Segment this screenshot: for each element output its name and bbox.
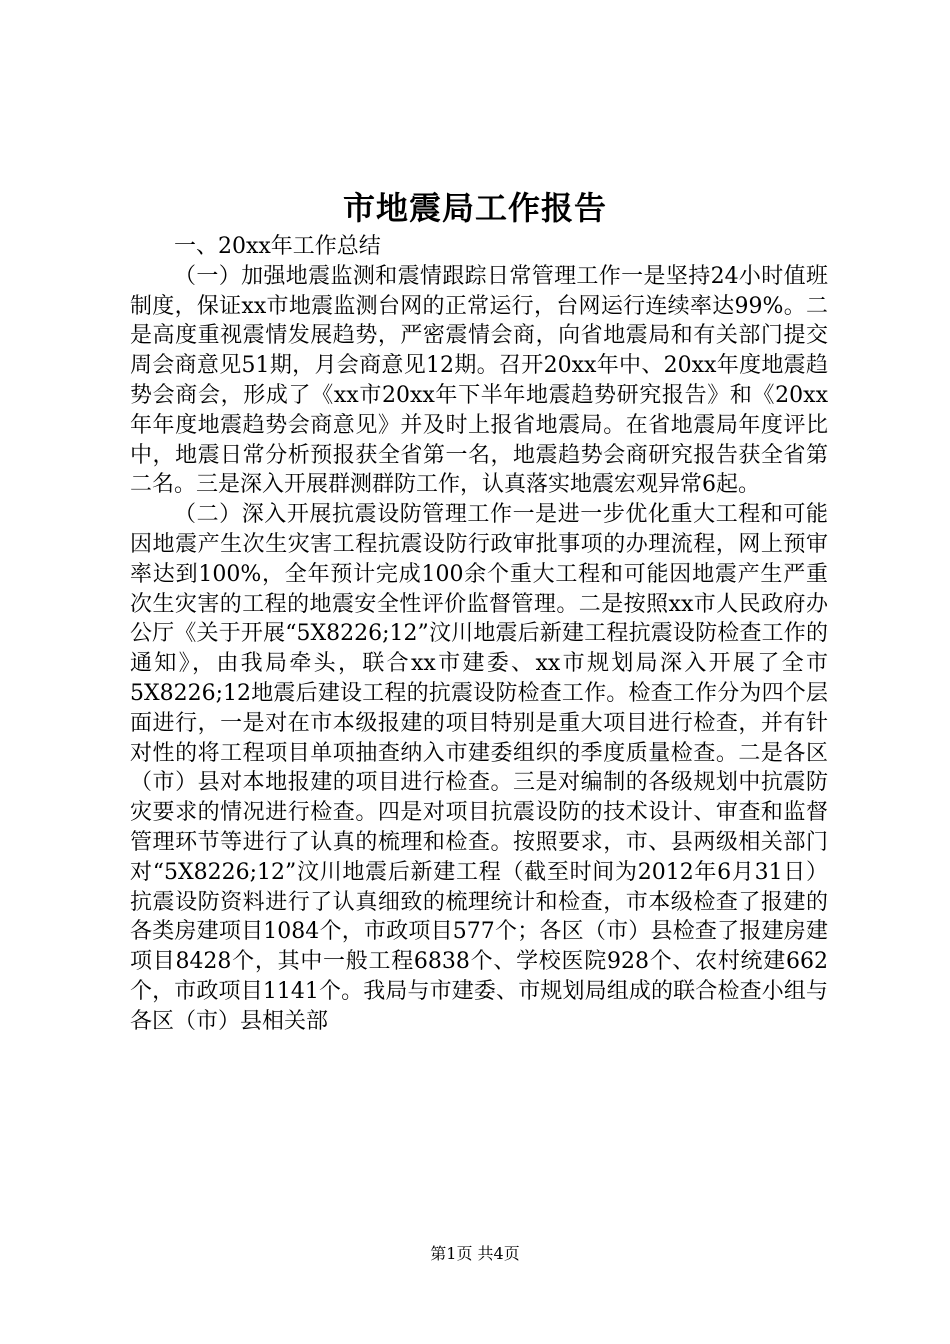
paragraph-monitoring: （一）加强地震监测和震情跟踪日常管理工作一是坚持24小时值班制度，保证xx市地震监测台网的正常运行，台网运行连续率达99%。二是高度重视震情发展趋势，严密震情会商，向省地震局和有关部门提交周会商意见51期，月会商意见12期。召开20xx年中、20xx年度地震趋势会商会，形成了《xx市20xx年下半年地震趋势研究报告》和《20xx年年度地震趋势会商意见》并及时上报省地震局。在省地震局年度评比中，地震日常分析预报获全省第一名，地震趋势会商研究报告获全省第二名。三是深入开展群测群防工作，认真落实地震宏观异常6起。 <box>130 263 828 498</box>
document-title: 市地震局工作报告 <box>342 189 607 227</box>
section-heading: 一、20xx年工作总结 <box>174 234 381 259</box>
page-number-footer: 第1页 共4页 <box>430 1244 520 1263</box>
document-body <box>130 232 828 1037</box>
paragraph-seismic-fortification: （二）深入开展抗震设防管理工作一是进一步优化重大工程和可能因地震产生次生灾害工程抗震设防行政审批事项的办理流程，网上预审率达到100%，全年预计完成100余个重大工程和可能因地震产生严重次生灾害的工程的地震安全性评价监督管理。二是按照xx市人民政府办公厅《关于开展“5X8226;12”汶川地震后新建工程抗震设防检查工作的通知》，由我局牵头，联合xx市建委、xx市规划局深入开展了全市5X8226;12地震后建设工程的抗震设防检查工作。检查工作分为四个层面进行，一是对在市本级报建的项目特别是重大项目进行检查，并有针对性的将工程项目单项抽查纳入市建委组织的季度质量检查。二是各区（市）县对本地报建的项目进行检查。三是对编制的各级规划中抗震防灾要求的情况进行检查。四是对项目抗震设防的技术设计、审查和监督管理环节等进行了认真的梳理和检查。按照要求，市、县两级相关部门对“5X8226;12”汶川地震后新建工程（截至时间为2012年6月31日）抗震设防资料进行了认真细致的梳理统计和检查，市本级检查了报建的各类房建项目1084个，市政项目577个；各区（市）县检查了报建房建项目8428个，其中一般工程6838个、学校医院928个、农村统建662个，市政项目1141个。我局与市建委、市规划局组成的联合检查小组与各区（市）县相关部 <box>130 502 828 1034</box>
